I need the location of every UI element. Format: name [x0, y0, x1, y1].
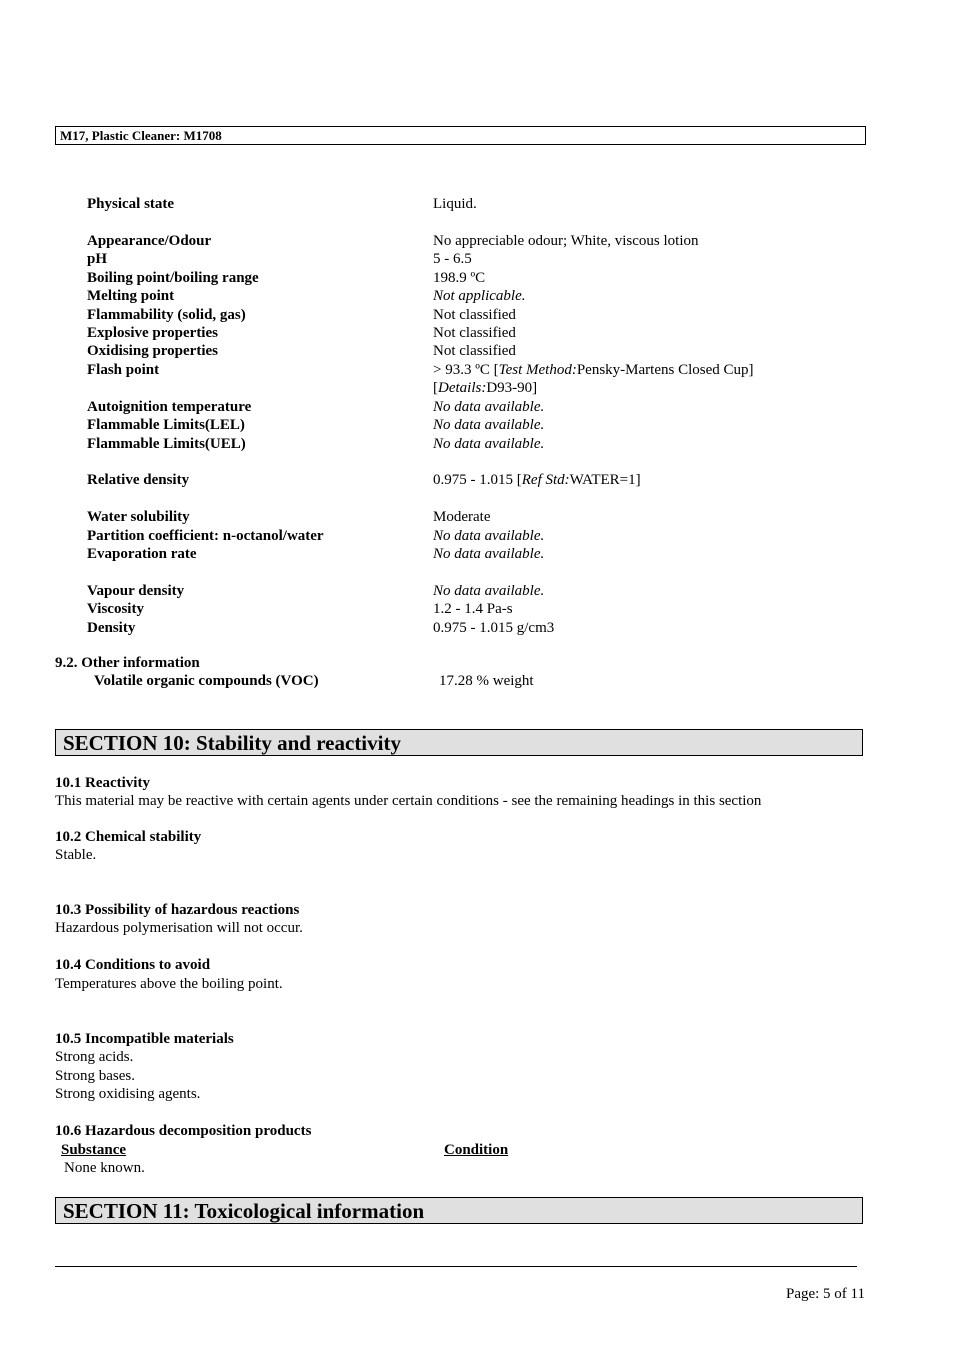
- property-value: No appreciable odour; White, viscous lotion: [433, 233, 699, 249]
- property-value: Moderate: [433, 509, 491, 525]
- property-label: pH: [87, 251, 108, 267]
- flash-point-value: [433, 362, 753, 379]
- property-value: 5 - 6.5: [433, 251, 472, 267]
- relative-density-number: 0.975 - 1.015 [: [433, 472, 522, 488]
- property-label: Evaporation rate: [87, 546, 197, 562]
- incompatible-material-item: Strong acids.: [55, 1049, 134, 1065]
- property-value: Not classified: [433, 343, 516, 359]
- incompatible-material-item: Strong oxidising agents.: [55, 1086, 201, 1102]
- product-name: M17, Plastic Cleaner: M1708: [60, 128, 222, 143]
- property-label: Explosive properties: [87, 325, 218, 341]
- ref-std-value: WATER=1]: [569, 472, 641, 488]
- incompatible-materials-heading: 10.5 Incompatible materials: [55, 1031, 234, 1047]
- substance-column-header: Substance: [61, 1142, 127, 1158]
- incompatible-material-item: Strong bases.: [55, 1068, 135, 1084]
- hazardous-reactions-heading: 10.3 Possibility of hazardous reactions: [55, 902, 300, 918]
- voc-value: 17.28 % weight: [439, 673, 534, 689]
- chemical-stability-heading: 10.2 Chemical stability: [55, 829, 202, 845]
- reactivity-heading: 10.1 Reactivity: [55, 775, 150, 791]
- page-number: Page: 5 of 11: [785, 1286, 865, 1302]
- property-label: Density: [87, 620, 136, 636]
- property-label: Oxidising properties: [87, 343, 218, 359]
- hazardous-reactions-text: Hazardous polymerisation will not occur.: [55, 920, 303, 936]
- decomposition-substance-value: None known.: [64, 1160, 145, 1176]
- property-label: Water solubility: [87, 509, 190, 525]
- property-value: 198.9 ºC: [433, 270, 486, 286]
- ref-std-label: Ref Std:: [521, 472, 570, 488]
- conditions-to-avoid-heading: 10.4 Conditions to avoid: [55, 957, 211, 973]
- test-method-label: Test Method:: [498, 362, 577, 378]
- property-label: Appearance/Odour: [87, 233, 212, 249]
- property-value: 0.975 - 1.015 g/cm3: [433, 620, 555, 636]
- property-value: Not classified: [433, 325, 516, 341]
- section-11-title: SECTION 11: Toxicological information: [63, 1199, 425, 1223]
- property-value: Liquid.: [433, 196, 477, 212]
- property-value: Not applicable.: [433, 288, 526, 304]
- property-value: No data available.: [433, 583, 545, 599]
- relative-density-value: [433, 472, 641, 489]
- section-11-header: [55, 1197, 863, 1224]
- voc-label: Volatile organic compounds (VOC): [94, 673, 319, 689]
- footer-divider: [55, 1266, 857, 1267]
- property-label: Flammability (solid, gas): [87, 307, 246, 323]
- property-value: No data available.: [433, 417, 545, 433]
- condition-column-header: Condition: [444, 1142, 509, 1158]
- flash-point-details: [433, 380, 537, 397]
- property-value: No data available.: [433, 528, 545, 544]
- decomposition-products-heading: 10.6 Hazardous decomposition products: [55, 1123, 312, 1139]
- property-label: Flash point: [87, 362, 160, 378]
- property-value: No data available.: [433, 546, 545, 562]
- section-10-header: [55, 729, 863, 756]
- property-label: Flammable Limits(LEL): [87, 417, 245, 433]
- section-10-title: SECTION 10: Stability and reactivity: [63, 731, 401, 755]
- property-value: No data available.: [433, 399, 545, 415]
- property-value: No data available.: [433, 436, 545, 452]
- chemical-stability-text: Stable.: [55, 847, 97, 863]
- details-bracket: [: [433, 380, 438, 396]
- reactivity-text: This material may be reactive with certain agents under certain conditions - see the remaining headings in this section: [55, 793, 762, 809]
- flash-point-number: > 93.3 ºC [: [433, 362, 499, 378]
- details-label: Details:: [438, 380, 487, 396]
- property-label: Melting point: [87, 288, 175, 304]
- property-label: Relative density: [87, 472, 190, 488]
- details-value: D93-90]: [486, 380, 538, 396]
- property-label: Vapour density: [87, 583, 185, 599]
- property-label: Autoignition temperature: [87, 399, 252, 415]
- other-info-heading: 9.2. Other information: [55, 655, 200, 671]
- test-method-value: Pensky-Martens Closed Cup]: [576, 362, 754, 378]
- property-label: Viscosity: [87, 601, 144, 617]
- property-label: Flammable Limits(UEL): [87, 436, 246, 452]
- property-label: Partition coefficient: n-octanol/water: [87, 528, 324, 544]
- conditions-to-avoid-text: Temperatures above the boiling point.: [55, 976, 283, 992]
- property-value: 1.2 - 1.4 Pa-s: [433, 601, 513, 617]
- document-header: [55, 126, 866, 145]
- property-value: Not classified: [433, 307, 516, 323]
- property-label: Physical state: [87, 196, 175, 212]
- property-label: Boiling point/boiling range: [87, 270, 259, 286]
